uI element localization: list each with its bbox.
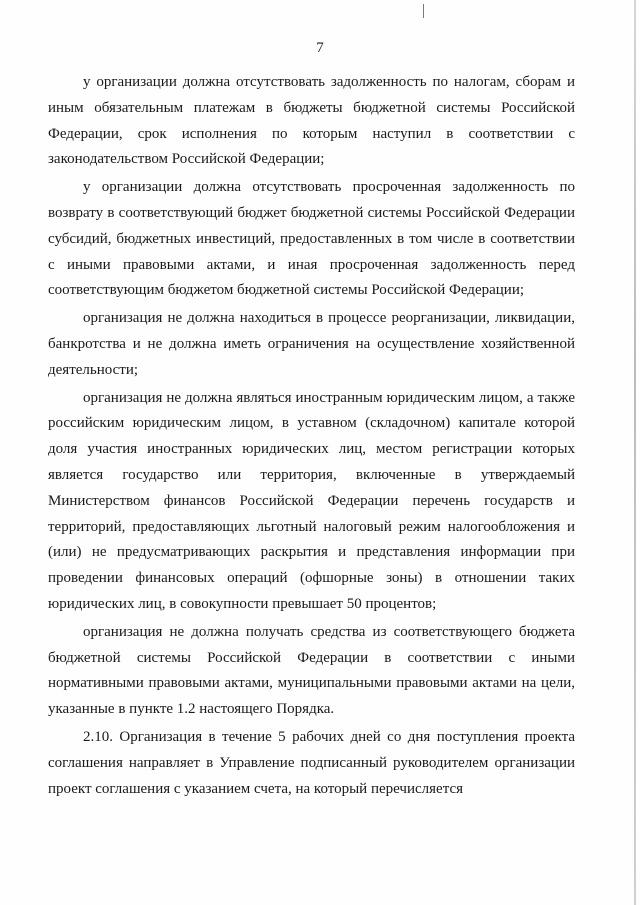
paragraph-tax-debt: у организации должна отсутствовать задолженность по налогам, сборам и иным обязательным платежам в бюджеты бюджетной системы Российской Федерации, срок исполнения по которым наступил в соответствии с законодательством Российской Федерации; bbox=[48, 74, 575, 168]
scan-mark bbox=[423, 4, 424, 18]
page-edge bbox=[634, 0, 636, 905]
paragraph-2-10: 2.10. Организация в течение 5 рабочих дней со дня поступления проекта соглашения направляет в Управление подписанный руководителем организации проект соглашения с указанием счета, на который перечисляется bbox=[48, 728, 575, 797]
paragraph-reorganization: организация не должна находиться в процессе реорганизации, ликвидации, банкротства и не должна иметь ограничения на осуществление хозяйственной деятельности; bbox=[48, 310, 575, 378]
paragraph-overdue-debt: у организации должна отсутствовать просроченная задолженность по возврату в соответствующий бюджет бюджетной системы Российской Федерации субсидий, бюджетных инвестиций, предоставленных в том числе в соответствии с иными правовыми актами, и иная просроченная задолженность перед соответствующим бюджетом бюджетной системы Российской Федерации; bbox=[48, 179, 575, 299]
page-number: 7 bbox=[316, 40, 324, 56]
paragraph-foreign-entity: организация не должна являться иностранным юридическим лицом, а также российским юридическим лицом, в уставном (складочном) капитале которой доля участия иностранных юридических лиц, местом регистрации которых является государство или территория, включенные в утверждаемый Министерством финансов Российской Федерации перечень государств и территорий, предоставляющих льготный налоговый режим налогообложения и (или) не предусматривающих раскрытия и представления информации при проведении финансовых операций (офшорные зоны) в отношении таких юридических лиц, в совокупности превышает 50 процентов; bbox=[48, 389, 575, 612]
document-body bbox=[48, 70, 575, 802]
paragraph-other-funds: организация не должна получать средства из соответствующего бюджета бюджетной системы Российской Федерации в соответствии с иными нормативными правовыми актами, муниципальными правовыми актами на цели, указанные в пункте 1.2 настоящего Порядка. bbox=[48, 623, 575, 718]
